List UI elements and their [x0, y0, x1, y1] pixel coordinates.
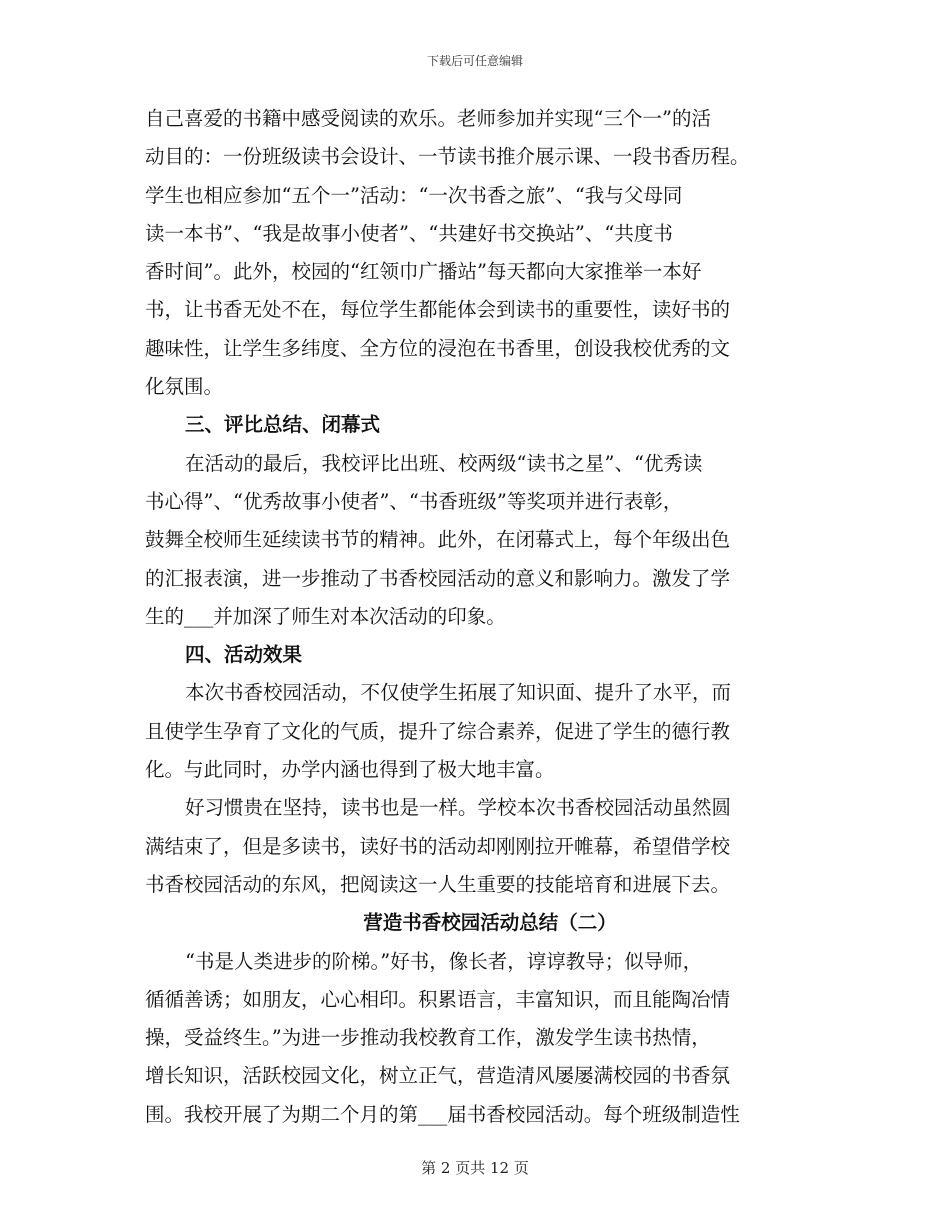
body-line: “书是人类进步的阶梯。”好书，像长者，谆谆教导；似导师， [185, 949, 703, 973]
body-line: 书香校园活动的东风，把阅读这一人生重要的技能培育和进展下去。 [145, 872, 731, 896]
body-line: 循循善诱；如朋友，心心相印。积累语言，丰富知识，而且能陶冶情 [145, 987, 731, 1011]
body-line: 且使学生孕育了文化的气质，提升了综合素养，促进了学生的德行教 [145, 719, 731, 743]
body-line: 满结束了，但是多读书，读好书的活动却刚刚拉开帷幕，希望借学校 [145, 834, 731, 858]
body-line: 读一本书”、“我是故事小使者”、“共建好书交换站”、“共度书 [145, 221, 673, 245]
body-line: 增长知识，活跃校园文化，树立正气，营造清风屡屡满校园的书香氛 [145, 1064, 731, 1088]
body-line: 操，受益终生。”为进一步推动我校教育工作，激发学生读书热情， [145, 1026, 711, 1050]
section-heading-3: 三、评比总结、闭幕式 [185, 413, 381, 437]
document-body [145, 100, 805, 1134]
body-line: 化氛围。 [145, 375, 224, 399]
body-line: 自己喜爱的书籍中感受阅读的欢乐。老师参加并实现“三个一”的活 [145, 107, 711, 130]
body-line: 动目的：一份班级读书会设计、一节读书推介展示课、一段书香历程。 [145, 145, 750, 169]
body-line: 的汇报表演，进一步推动了书香校园活动的意义和影响力。激发了学 [145, 566, 731, 590]
body-line: 生的___并加深了师生对本次活动的印象。 [145, 604, 506, 628]
section-heading-4: 四、活动效果 [185, 643, 303, 667]
body-line: 学生也相应参加“五个一”活动：“一次书香之旅”、“我与父母同 [145, 183, 683, 207]
page-header: 下载后可任意编辑 [426, 54, 523, 68]
body-line: 书，让书香无处不在，每位学生都能体会到读书的重要性，读好书的 [145, 298, 731, 322]
body-line: 在活动的最后，我校评比出班、校两级“读书之星”、“优秀读 [185, 451, 703, 475]
body-line: 围。我校开展了为期二个月的第___届书香校园活动。每个班级制造性 [145, 1102, 740, 1126]
page-footer: 第 2 页共 12 页 [421, 1159, 529, 1177]
body-line: 本次书香校园活动，不仅使学生拓展了知识面、提升了水平，而 [185, 681, 732, 705]
body-line: 鼓舞全校师生延续读书节的精神。此外，在闭幕式上，每个年级出色 [145, 528, 731, 552]
body-line: 香时间”。此外，校园的“红领巾广播站”每天都向大家推举一本好 [145, 260, 702, 284]
body-line: 书心得”、“优秀故事小使者”、“书香班级”等奖项并进行表彰， [145, 489, 683, 513]
document-title: 营造书香校园活动总结（二） [363, 911, 617, 935]
body-line: 好习惯贵在坚持，读书也是一样。学校本次书香校园活动虽然圆 [185, 796, 732, 820]
body-line: 化。与此同时，办学内涵也得到了极大地丰富。 [145, 758, 555, 782]
body-line: 趣味性，让学生多纬度、全方位的浸泡在书香里，创设我校优秀的文 [145, 336, 731, 360]
